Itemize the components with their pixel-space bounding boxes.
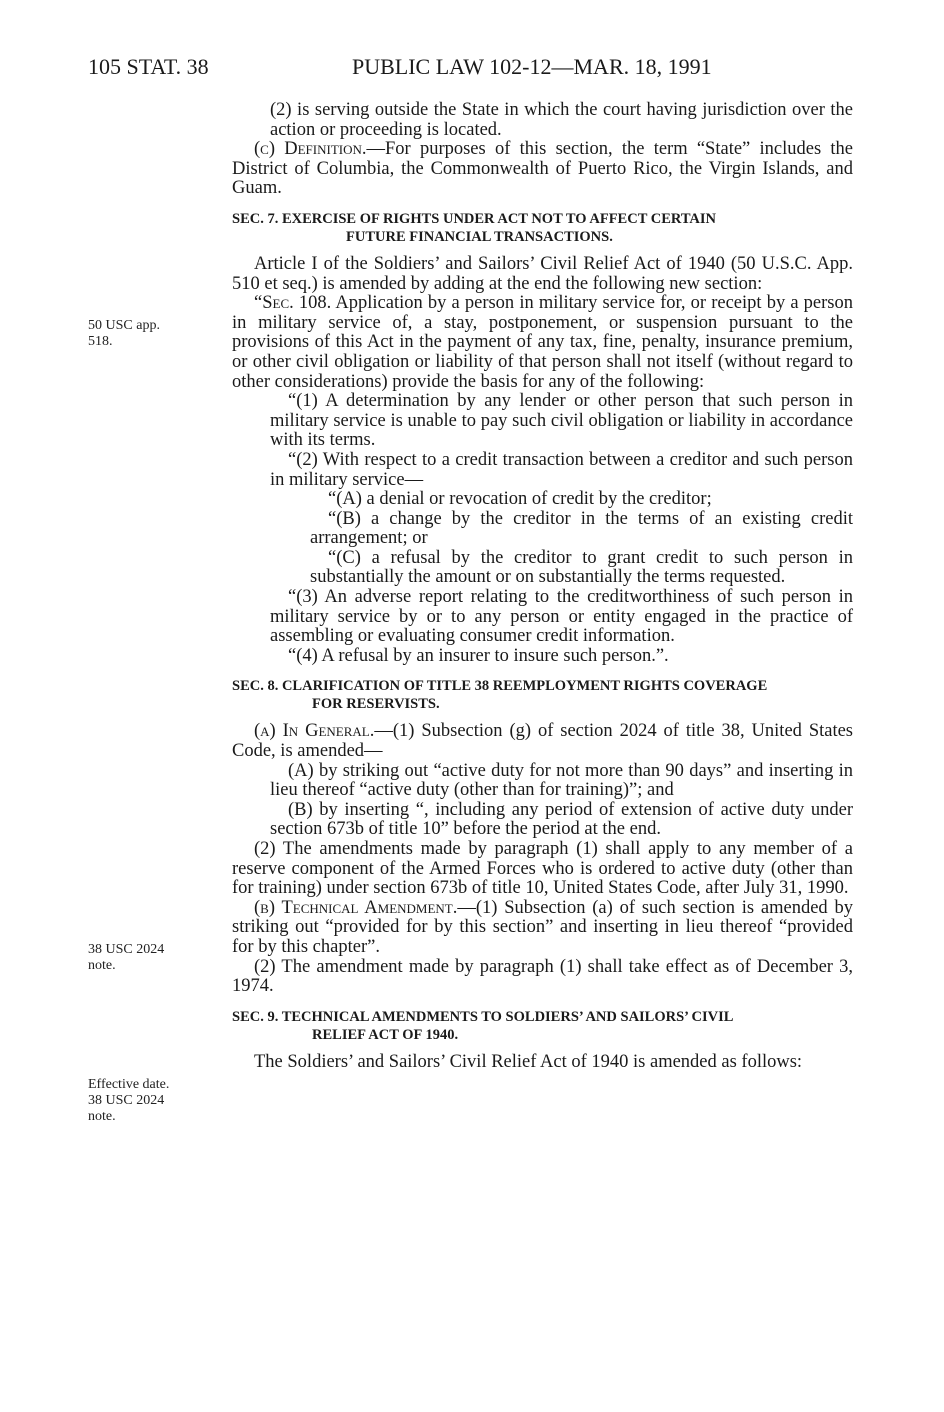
margin-note-effective-date	[88, 1077, 169, 1125]
body-text	[232, 101, 853, 1072]
section-7-heading: SEC. 7. EXERCISE OF RIGHTS UNDER ACT NOT TO AFFECT CERTAIN FUTURE FINANCIAL TRANSACTIONS.	[232, 210, 717, 245]
section-8-b-2: (2) The amendment made by paragraph (1) shall take effect as of December 3, 1974.	[232, 956, 853, 997]
page-header	[88, 54, 858, 84]
margin-note-usc-518	[88, 318, 160, 350]
section-108-text: “Sec. 108. Application by a person in military service for, or receipt by a person in military service of, a stay, postponement, or suspension pursuant to the provisions of this Act in the payment of any tax, fine, penalty, insurance premium, or other civil obligation or liability of that person shall not itself (without regard to other considerations) provide the basis for any of the following:	[232, 293, 853, 392]
item-2a: “(A) a denial or revocation of credit by the creditor;	[328, 489, 712, 510]
margin-note-line: note.	[88, 1109, 116, 1124]
in-general-heading: (a) In General.	[254, 721, 375, 742]
section-8-b: (b) Technical Amendment.—(1) Subsection (a) of such section is amended by striking out “provided for by this section” and inserting in lieu thereof “provided for by this chapter”.	[232, 897, 853, 957]
margin-note-line: 38 USC 2024	[88, 942, 165, 957]
stat-page-number: 105 STAT. 38	[88, 54, 209, 79]
section-7-intro: Article I of the Soldiers’ and Sailors’ Civil Relief Act of 1940 (50 U.S.C. App. 510 et seq.) is amended by adding at the end the following new section:	[232, 253, 853, 294]
margin-note-line: 518.	[88, 334, 113, 349]
margin-note-line: note.	[88, 958, 116, 973]
public-law-title: PUBLIC LAW 102-12—MAR. 18, 1991	[352, 54, 712, 79]
section-8-a-2: (2) The amendments made by paragraph (1) shall apply to any member of a reserve component of the Armed Forces who is ordered to active duty (other than for training) under section 673b of title 10, United States Code, after July 31, 1990.	[232, 839, 853, 899]
section-9-intro: The Soldiers’ and Sailors’ Civil Relief Act of 1940 is amended as follows:	[254, 1051, 803, 1072]
paragraph-2-serving: (2) is serving outside the State in which the court having jurisdiction over the action or proceeding is located.	[270, 100, 853, 140]
item-3: “(3) An adverse report relating to the creditworthiness of such person in military service by or to any person or entity engaged in the practice of assembling or evaluating consumer credit information.	[270, 587, 853, 647]
technical-amendment-heading: (b) Technical Amendment.	[254, 897, 458, 918]
section-9-heading: SEC. 9. TECHNICAL AMENDMENTS TO SOLDIERS’ AND SAILORS’ CIVIL RELIEF ACT OF 1940.	[232, 1008, 734, 1043]
section-8-heading: SEC. 8. CLARIFICATION OF TITLE 38 REEMPLOYMENT RIGHTS COVERAGE FOR RESERVISTS.	[232, 678, 768, 713]
paragraph-c-definition: (c) Definition.—For purposes of this section, the term “State” includes the District of Columbia, the Commonwealth of Puerto Rico, the Virgin Islands, and Guam.	[232, 139, 853, 199]
item-2b: “(B) a change by the creditor in the terms of an existing credit arrangement; or	[310, 508, 853, 549]
section-8-a-A: (A) by striking out “active duty for not more than 90 days” and inserting in lieu thereof “active duty (other than for training)”; and	[270, 760, 853, 801]
margin-note-line: 38 USC 2024	[88, 1093, 165, 1108]
section-8-a: (a) In General.—(1) Subsection (g) of section 2024 of title 38, United States Code, is amended—	[232, 721, 854, 762]
section-8-a-B: (B) by inserting “, including any period of extension of active duty under section 673b of title 10” before the period at the end.	[270, 799, 853, 840]
item-1: “(1) A determination by any lender or other person that such person in military service is unable to pay such civil obligation or liability in accordance with its terms.	[270, 391, 853, 451]
definition-heading: (c) Definition.	[254, 139, 367, 160]
item-2: “(2) With respect to a credit transaction between a creditor and such person in military service—	[270, 449, 853, 490]
margin-note-usc-2024	[88, 942, 164, 974]
margin-note-line: 50 USC app.	[88, 318, 160, 333]
margin-note-line: Effective date.	[88, 1077, 170, 1092]
item-2c: “(C) a refusal by the creditor to grant credit to such person in substantially the amount or on substantially the terms requested.	[310, 547, 853, 588]
item-4: “(4) A refusal by an insurer to insure such person.”.	[288, 645, 669, 666]
